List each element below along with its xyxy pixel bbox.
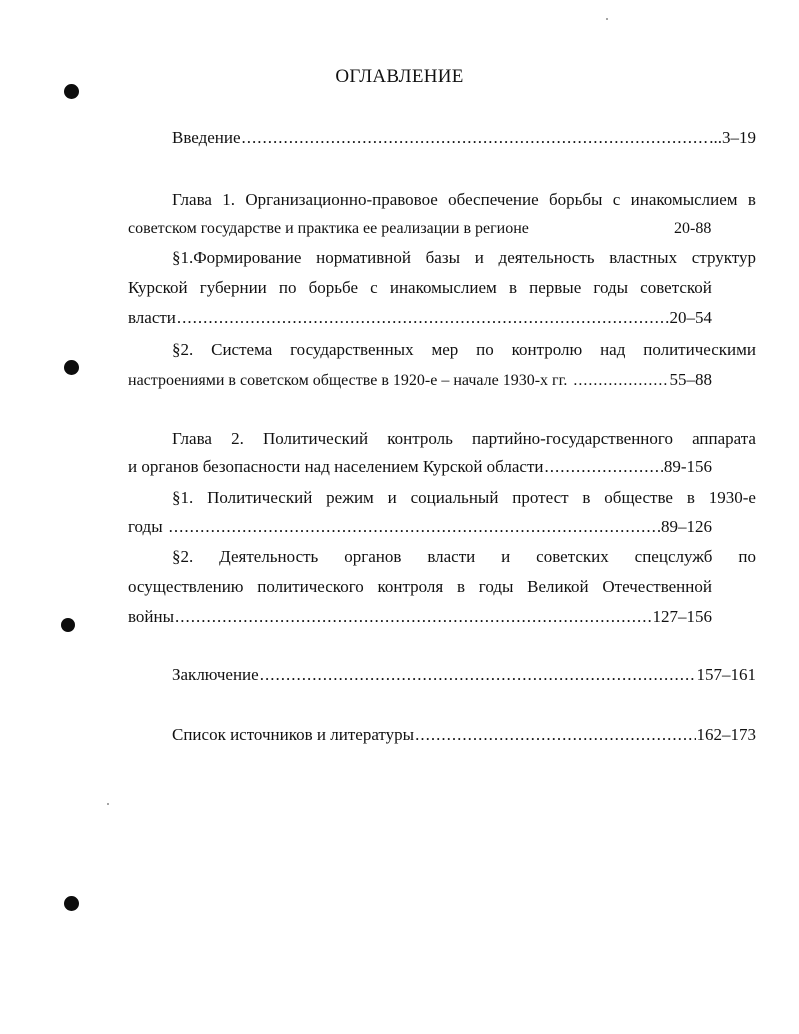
chapter2-section2-line2: осуществлению политического контроля в годы Великой Отечественной — [128, 577, 712, 596]
toc-entry-title: Список источников и литературы — [172, 725, 415, 744]
toc-page-range: ...3–19 — [709, 128, 756, 147]
chapter2-section1-line2: годы ..... 89–126 — [128, 516, 712, 538]
toc-entry-title: Заключение — [172, 665, 259, 684]
toc-entry-title: Введение — [172, 128, 241, 147]
toc-entry-conclusion — [128, 664, 756, 686]
toc-page-range: 20-88 — [674, 220, 712, 237]
dot-leader — [242, 127, 709, 149]
chapter2-section1-line1: §1. Политический режим и социальный протест в обществе в 1930-е — [172, 488, 756, 507]
chapter1-section2-line1: §2. Система государственных мер по контролю над политическими — [172, 340, 756, 359]
scan-speck — [606, 18, 608, 20]
toc-page-range: 20–54 — [669, 308, 712, 327]
dot-leader — [415, 724, 695, 746]
dot-leader — [573, 370, 668, 392]
chapter1-section1-line1: §1.Формирование нормативной базы и деятельность властных структур — [172, 248, 756, 267]
chapter1-title-line1: Глава 1. Организационно-правовое обеспечение борьбы с инакомыслием в — [172, 190, 756, 209]
toc-page-range: 55–88 — [669, 370, 712, 389]
toc-page-range: 89-156 — [663, 457, 712, 476]
toc-page-range: 89–126 — [661, 517, 712, 536]
chapter2-section2-line1: §2. Деятельность органов власти и советских спецслужб по — [172, 547, 756, 566]
toc-page-range: 157–161 — [696, 665, 756, 684]
toc-page-range: 127–156 — [652, 607, 712, 626]
scan-speck — [107, 803, 109, 805]
binder-hole — [64, 360, 79, 375]
page-title: ОГЛАВЛЕНИЕ — [335, 66, 464, 87]
dot-leader — [169, 516, 660, 538]
dot-leader — [545, 456, 663, 478]
toc-entry-intro — [128, 127, 756, 149]
binder-hole — [64, 896, 79, 911]
toc-page-range: 162–173 — [696, 725, 756, 744]
dot-leader — [260, 664, 696, 686]
chapter2-title-line2: и органов безопасности над населением Курской области ..... 89-156 — [128, 456, 712, 478]
binder-hole — [61, 618, 75, 632]
dot-leader — [177, 307, 669, 329]
toc-entry-bibliography — [128, 724, 756, 746]
chapter1-title-line2: советском государстве и практика ее реализации в регионе 20-88 — [128, 218, 712, 240]
dot-leader — [175, 606, 651, 628]
chapter2-title-line1: Глава 2. Политический контроль партийно-государственного аппарата — [172, 429, 756, 448]
chapter1-section2-line2: настроениями в советском обществе в 1920-е – начале 1930-х гг. ..... 55–88 — [128, 369, 712, 392]
chapter1-section1-line2: Курской губернии по борьбе с инакомыслием в первые годы советской — [128, 278, 712, 297]
chapter2-section2-line3: войны ..... 127–156 — [128, 606, 712, 628]
chapter1-section1-line3: власти ..... 20–54 — [128, 307, 712, 329]
